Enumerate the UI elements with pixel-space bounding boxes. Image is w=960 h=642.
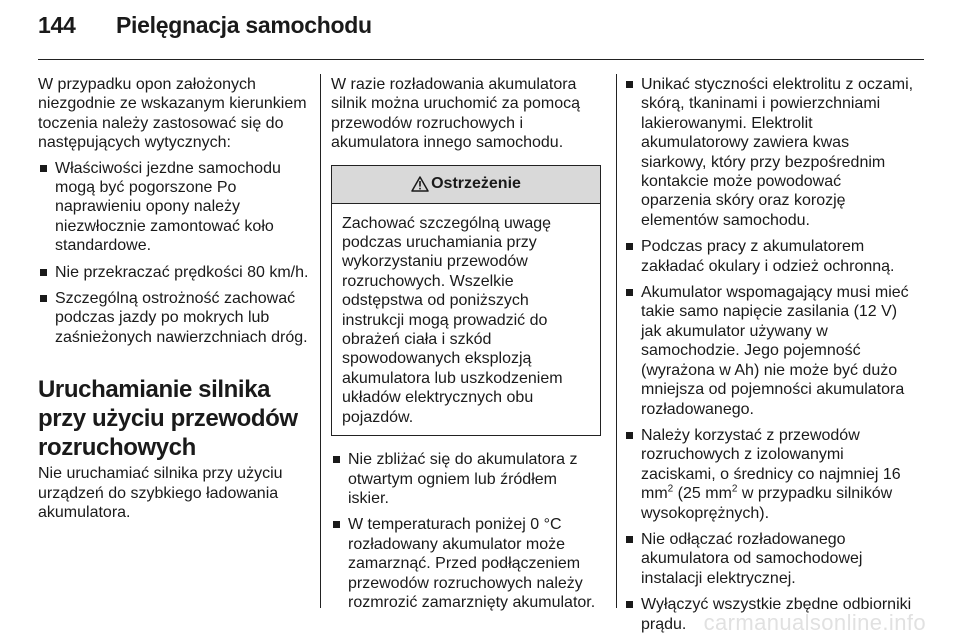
- column-divider-2: [616, 74, 617, 608]
- list-item: Szczególną ostrożność zachować podczas jazdy po mokrych lub zaśnieżonych nawierzchniach dróg.: [38, 289, 310, 347]
- page-title: Pielęgnacja samochodu: [116, 12, 372, 38]
- list-item: Wyłączyć wszystkie zbędne odbiorniki prądu.: [624, 595, 914, 634]
- warning-triangle-icon: [411, 176, 429, 192]
- header-rule: [38, 59, 924, 60]
- warning-title: Ostrzeżenie: [431, 175, 521, 193]
- superscript: 2: [667, 483, 674, 495]
- warning-text: Zachować szczególną uwagę podczas uruchamiania przy wykorzystaniu przewodów rozruchowych. Wszelkie odstępstwa od poniższych instrukcji mogą prowadzić do obrażeń ciała i szkód spowodowanych eksplozją akumulatora lub uszkodzeniem układów elektrycznych obu pojazdów.: [342, 214, 563, 426]
- section-text: Nie uruchamiać silnika przy użyciu urządzeń do szybkiego ładowania akumulatora.: [38, 465, 283, 522]
- page-number: 144: [38, 12, 76, 38]
- cable-spec-text: Należy korzystać z przewodów rozruchowych z izolowanymi zaciskami, o średnicy co najmniej 16 mm: [641, 426, 901, 503]
- column-3: [624, 75, 914, 641]
- safety-list-2: [624, 75, 914, 634]
- list-item: Nie odłączać rozładowanego akumulatora od samochodowej instalacji elektrycznej.: [624, 530, 914, 588]
- column-2: [331, 75, 601, 619]
- tire-direction-list: [38, 159, 310, 348]
- list-item: W temperaturach poniżej 0 °C rozładowany akumulator może zamarznąć. Przed podłączeniem przewodów rozruchowych należy rozmrozić zamarznięty akumulator.: [331, 515, 601, 612]
- warning-box: [331, 165, 601, 436]
- list-item: Podczas pracy z akumulatorem zakładać okulary i odzież ochronną.: [624, 237, 914, 276]
- list-item: Nie zbliżać się do akumulatora z otwartym ogniem lub źródłem iskier.: [331, 450, 601, 508]
- list-item: Nie przekraczać prędkości 80 km/h.: [38, 263, 310, 282]
- column-1: [38, 75, 310, 529]
- cable-spec-text: (25 mm: [673, 485, 732, 503]
- list-item: [624, 426, 914, 523]
- tire-direction-intro: W przypadku opon założonych niezgodnie ze wskazanym kierunkiem toczenia należy zastosować się do następujących wytycznych:: [38, 76, 307, 152]
- list-item: Właściwości jezdne samochodu mogą być pogorszone Po naprawieniu opony należy niezwłocznie zamontować koło standardowe.: [38, 159, 310, 256]
- cable-spec-text: w przypadku silników wysokoprężnych).: [641, 485, 893, 522]
- page-header: [38, 12, 372, 39]
- warning-header: [332, 166, 600, 204]
- list-item: Unikać styczności elektrolitu z oczami, skórą, tkaninami i powierzchniami lakierowanymi. Elektrolit akumulatorowy zawiera kwas siarkowy, który przy bezpośrednim kontakcie może powodować oparzenia skóry oraz korozję elementów samochodu.: [624, 75, 914, 230]
- list-item: Akumulator wspomagający musi mieć takie samo napięcie zasilania (12 V) jak akumulator używany w samochodzie. Jego pojemność (wyrażona w Ah) nie może być dużo mniejsza od pojemności akumulatora rozładowanego.: [624, 283, 914, 419]
- superscript: 2: [731, 483, 738, 495]
- jump-start-intro: W razie rozładowania akumulatora silnik można uruchomić za pomocą przewodów rozruchowych i akumulatora innego samochodu.: [331, 76, 580, 152]
- section-heading: Uruchamianie silnika przy użyciu przewodów rozruchowych: [38, 376, 298, 462]
- safety-list-1: [331, 450, 601, 612]
- column-divider-1: [320, 74, 321, 608]
- watermark: carmanualsonline.info: [703, 610, 926, 635]
